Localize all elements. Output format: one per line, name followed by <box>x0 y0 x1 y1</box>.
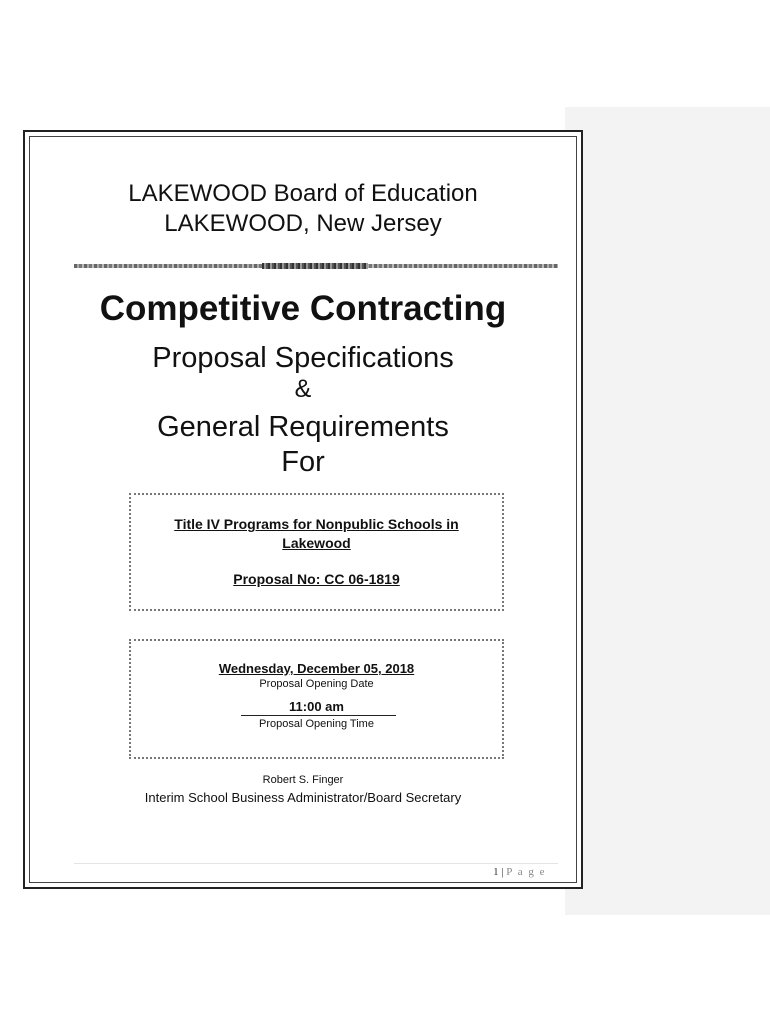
opening-time: 11:00 am <box>289 699 344 714</box>
opening-date-label: Proposal Opening Date <box>259 678 374 690</box>
footer-divider <box>74 863 558 864</box>
org-name: LAKEWOOD Board of Education <box>128 180 478 207</box>
opening-box <box>129 639 504 759</box>
page-footer <box>493 866 546 878</box>
page-word: P a g e <box>506 866 546 878</box>
side-panel <box>565 107 770 915</box>
subtitle-for: For <box>281 446 325 478</box>
proposal-box <box>129 493 504 611</box>
cover-inner-frame <box>29 136 577 883</box>
opening-date: Wednesday, December 05, 2018 <box>218 661 415 676</box>
cover-page <box>23 130 583 889</box>
decorative-rule-center <box>262 263 368 269</box>
page-number: 1 | <box>493 866 504 878</box>
subtitle-ampersand: & <box>294 375 312 403</box>
main-title: Competitive Contracting <box>99 289 507 328</box>
subtitle-requirements: General Requirements <box>157 411 449 443</box>
org-location: LAKEWOOD, New Jersey <box>164 210 442 237</box>
subtitle-specifications: Proposal Specifications <box>152 342 454 374</box>
proposal-number: Proposal No: CC 06-1819 <box>233 571 400 587</box>
signer-name: Robert S. Finger <box>262 774 344 786</box>
signer-title: Interim School Business Administrator/Board Secretary <box>144 790 462 805</box>
opening-time-label: Proposal Opening Time <box>259 718 374 730</box>
time-underline <box>241 715 396 716</box>
proposal-title: Title IV Programs for Nonpublic Schools in Lakewood <box>174 516 459 551</box>
